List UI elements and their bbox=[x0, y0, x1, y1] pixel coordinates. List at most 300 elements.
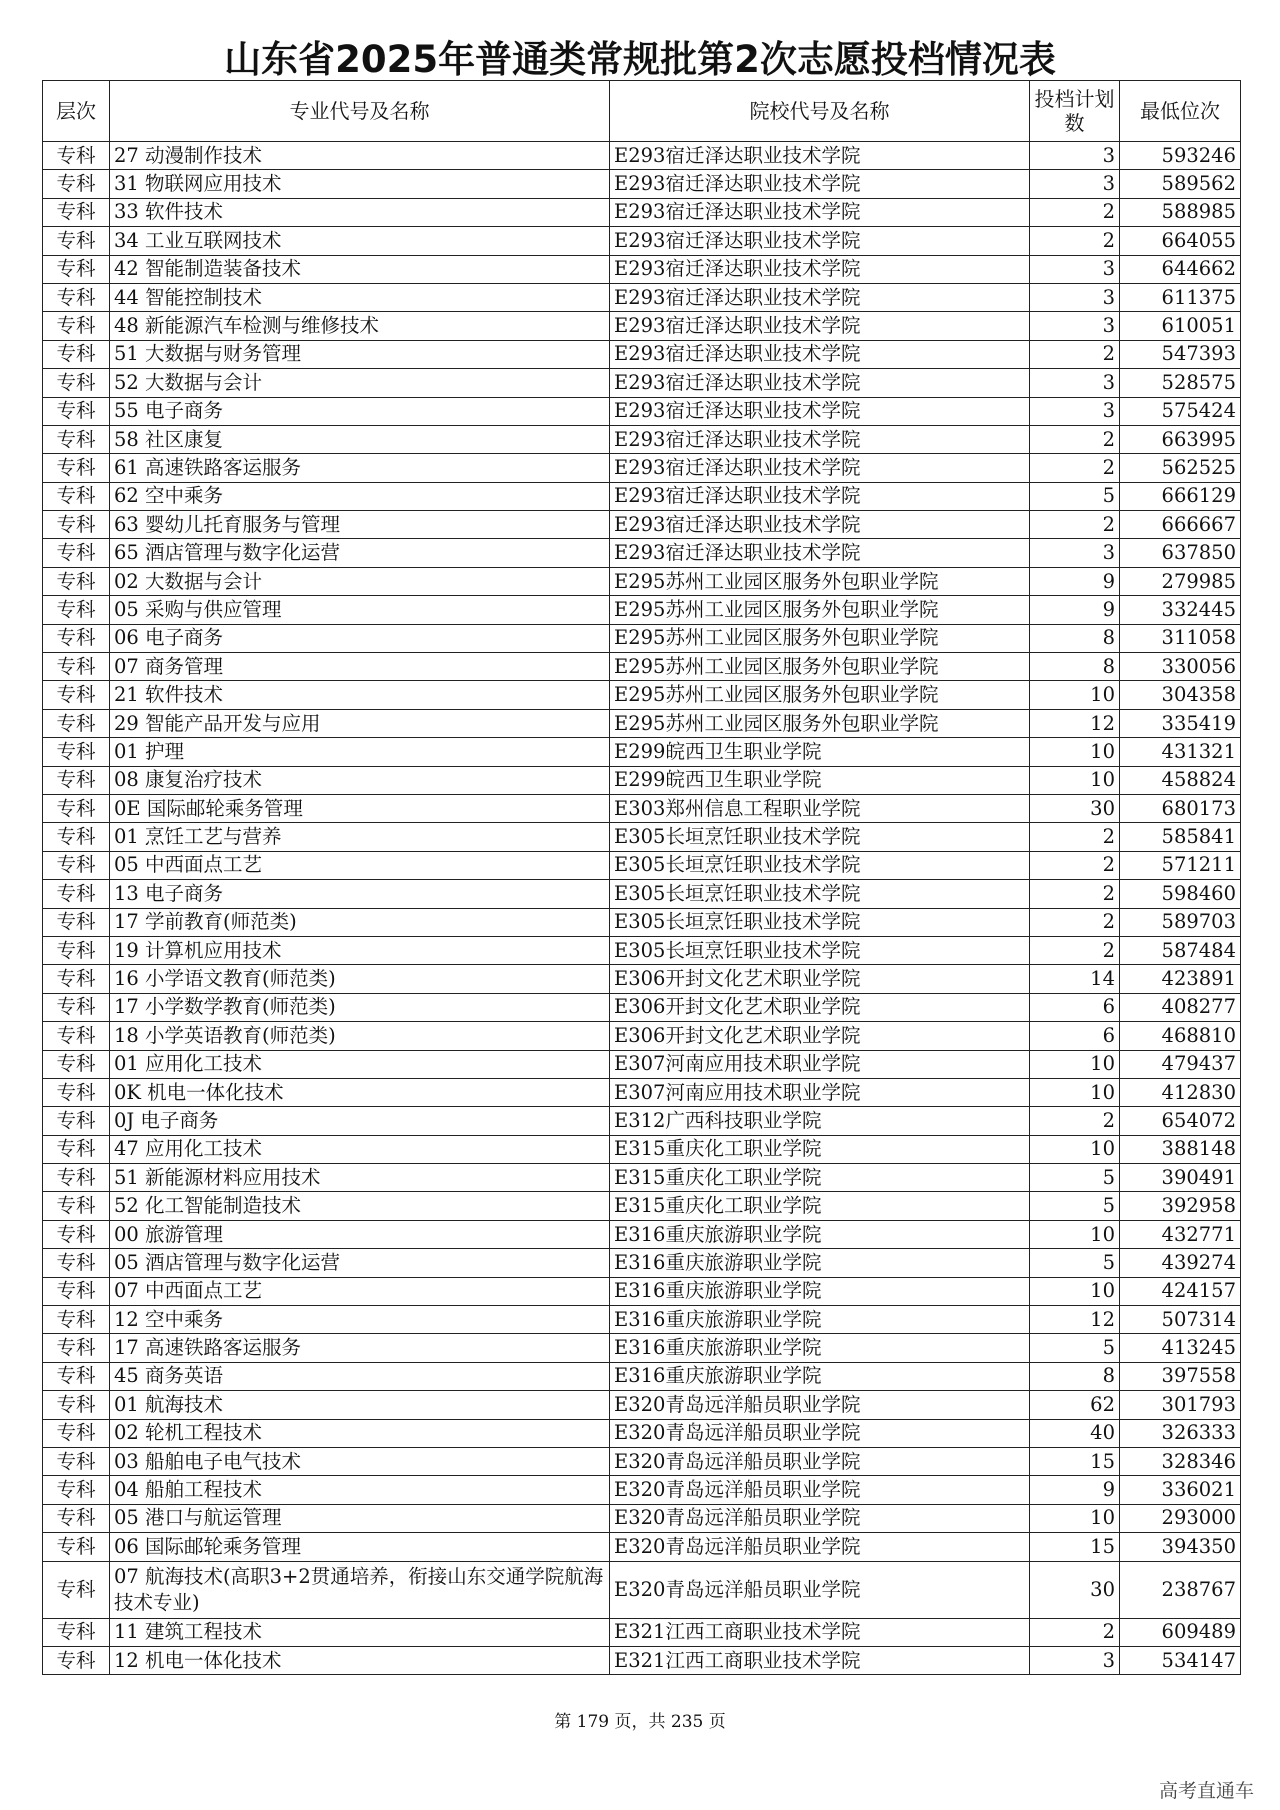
major-cell: 07 中西面点工艺 bbox=[110, 1277, 610, 1305]
level-cell: 专科 bbox=[43, 1249, 110, 1277]
level-cell: 专科 bbox=[43, 1022, 110, 1050]
rank-cell: 238767 bbox=[1120, 1561, 1241, 1618]
rank-cell: 680173 bbox=[1120, 794, 1241, 822]
plan-cell: 10 bbox=[1030, 1504, 1120, 1532]
table-row bbox=[43, 1618, 1241, 1646]
table-row bbox=[43, 596, 1241, 624]
header-plan: 投档计划数 bbox=[1030, 81, 1120, 142]
school-cell: E293宿迁泽达职业技术学院 bbox=[610, 312, 1030, 340]
major-cell: 61 高速铁路客运服务 bbox=[110, 454, 610, 482]
table-row bbox=[43, 766, 1241, 794]
major-cell: 05 港口与航运管理 bbox=[110, 1504, 610, 1532]
level-cell: 专科 bbox=[43, 511, 110, 539]
table-row bbox=[43, 624, 1241, 652]
rank-cell: 394350 bbox=[1120, 1533, 1241, 1561]
plan-cell: 12 bbox=[1030, 709, 1120, 737]
school-cell: E299皖西卫生职业学院 bbox=[610, 766, 1030, 794]
plan-cell: 3 bbox=[1030, 170, 1120, 198]
school-cell: E315重庆化工职业学院 bbox=[610, 1135, 1030, 1163]
rank-cell: 547393 bbox=[1120, 340, 1241, 368]
rank-cell: 468810 bbox=[1120, 1022, 1241, 1050]
major-cell: 33 软件技术 bbox=[110, 198, 610, 226]
school-cell: E320青岛远洋船员职业学院 bbox=[610, 1419, 1030, 1447]
table-row bbox=[43, 1192, 1241, 1220]
level-cell: 专科 bbox=[43, 1618, 110, 1646]
table-row bbox=[43, 1447, 1241, 1475]
table-row bbox=[43, 227, 1241, 255]
table-row bbox=[43, 681, 1241, 709]
level-cell: 专科 bbox=[43, 794, 110, 822]
level-cell: 专科 bbox=[43, 255, 110, 283]
major-cell: 06 电子商务 bbox=[110, 624, 610, 652]
rank-cell: 562525 bbox=[1120, 454, 1241, 482]
school-cell: E320青岛远洋船员职业学院 bbox=[610, 1391, 1030, 1419]
plan-cell: 3 bbox=[1030, 539, 1120, 567]
rank-cell: 575424 bbox=[1120, 397, 1241, 425]
major-cell: 0E 国际邮轮乘务管理 bbox=[110, 794, 610, 822]
table-row bbox=[43, 965, 1241, 993]
table-row bbox=[43, 1476, 1241, 1504]
major-cell: 16 小学语文教育(师范类) bbox=[110, 965, 610, 993]
table-row bbox=[43, 1050, 1241, 1078]
table-row bbox=[43, 1362, 1241, 1390]
plan-cell: 10 bbox=[1030, 1078, 1120, 1106]
major-cell: 05 中西面点工艺 bbox=[110, 851, 610, 879]
school-cell: E295苏州工业园区服务外包职业学院 bbox=[610, 709, 1030, 737]
major-cell: 55 电子商务 bbox=[110, 397, 610, 425]
header-major: 专业代号及名称 bbox=[110, 81, 610, 142]
rank-cell: 654072 bbox=[1120, 1107, 1241, 1135]
plan-cell: 9 bbox=[1030, 596, 1120, 624]
rank-cell: 609489 bbox=[1120, 1618, 1241, 1646]
level-cell: 专科 bbox=[43, 1476, 110, 1504]
level-cell: 专科 bbox=[43, 1419, 110, 1447]
level-cell: 专科 bbox=[43, 851, 110, 879]
plan-cell: 3 bbox=[1030, 1646, 1120, 1674]
rank-cell: 611375 bbox=[1120, 283, 1241, 311]
table-row bbox=[43, 1220, 1241, 1248]
school-cell: E316重庆旅游职业学院 bbox=[610, 1306, 1030, 1334]
major-cell: 01 护理 bbox=[110, 738, 610, 766]
table-row bbox=[43, 936, 1241, 964]
school-cell: E315重庆化工职业学院 bbox=[610, 1164, 1030, 1192]
school-cell: E321江西工商职业技术学院 bbox=[610, 1646, 1030, 1674]
school-cell: E320青岛远洋船员职业学院 bbox=[610, 1561, 1030, 1618]
major-cell: 31 物联网应用技术 bbox=[110, 170, 610, 198]
watermark: 高考直通车 bbox=[1158, 1780, 1254, 1802]
plan-cell: 2 bbox=[1030, 908, 1120, 936]
plan-cell: 5 bbox=[1030, 1164, 1120, 1192]
level-cell: 专科 bbox=[43, 142, 110, 170]
table-row bbox=[43, 539, 1241, 567]
rank-cell: 479437 bbox=[1120, 1050, 1241, 1078]
level-cell: 专科 bbox=[43, 1391, 110, 1419]
school-cell: E293宿迁泽达职业技术学院 bbox=[610, 454, 1030, 482]
rank-cell: 598460 bbox=[1120, 880, 1241, 908]
level-cell: 专科 bbox=[43, 1533, 110, 1561]
level-cell: 专科 bbox=[43, 1050, 110, 1078]
major-cell: 51 大数据与财务管理 bbox=[110, 340, 610, 368]
rank-cell: 666667 bbox=[1120, 511, 1241, 539]
rank-cell: 408277 bbox=[1120, 993, 1241, 1021]
plan-cell: 9 bbox=[1030, 567, 1120, 595]
rank-cell: 663995 bbox=[1120, 425, 1241, 453]
plan-cell: 62 bbox=[1030, 1391, 1120, 1419]
level-cell: 专科 bbox=[43, 908, 110, 936]
major-cell: 58 社区康复 bbox=[110, 425, 610, 453]
level-cell: 专科 bbox=[43, 936, 110, 964]
rank-cell: 311058 bbox=[1120, 624, 1241, 652]
table-row bbox=[43, 482, 1241, 510]
level-cell: 专科 bbox=[43, 681, 110, 709]
major-cell: 01 烹饪工艺与营养 bbox=[110, 823, 610, 851]
level-cell: 专科 bbox=[43, 454, 110, 482]
plan-cell: 5 bbox=[1030, 1192, 1120, 1220]
rank-cell: 589703 bbox=[1120, 908, 1241, 936]
plan-cell: 10 bbox=[1030, 681, 1120, 709]
level-cell: 专科 bbox=[43, 596, 110, 624]
school-cell: E316重庆旅游职业学院 bbox=[610, 1277, 1030, 1305]
school-cell: E303郑州信息工程职业学院 bbox=[610, 794, 1030, 822]
plan-cell: 6 bbox=[1030, 1022, 1120, 1050]
level-cell: 专科 bbox=[43, 170, 110, 198]
plan-cell: 30 bbox=[1030, 1561, 1120, 1618]
level-cell: 专科 bbox=[43, 397, 110, 425]
school-cell: E299皖西卫生职业学院 bbox=[610, 738, 1030, 766]
school-cell: E305长垣烹饪职业技术学院 bbox=[610, 823, 1030, 851]
rank-cell: 588985 bbox=[1120, 198, 1241, 226]
plan-cell: 5 bbox=[1030, 1334, 1120, 1362]
table-row bbox=[43, 312, 1241, 340]
level-cell: 专科 bbox=[43, 1220, 110, 1248]
rank-cell: 335419 bbox=[1120, 709, 1241, 737]
level-cell: 专科 bbox=[43, 1192, 110, 1220]
school-cell: E293宿迁泽达职业技术学院 bbox=[610, 283, 1030, 311]
rank-cell: 392958 bbox=[1120, 1192, 1241, 1220]
rank-cell: 585841 bbox=[1120, 823, 1241, 851]
major-cell: 0J 电子商务 bbox=[110, 1107, 610, 1135]
rank-cell: 664055 bbox=[1120, 227, 1241, 255]
level-cell: 专科 bbox=[43, 340, 110, 368]
plan-cell: 15 bbox=[1030, 1447, 1120, 1475]
table-row bbox=[43, 1277, 1241, 1305]
school-cell: E316重庆旅游职业学院 bbox=[610, 1249, 1030, 1277]
table-row bbox=[43, 794, 1241, 822]
table-row bbox=[43, 170, 1241, 198]
table-row bbox=[43, 1164, 1241, 1192]
table-row bbox=[43, 567, 1241, 595]
plan-cell: 2 bbox=[1030, 198, 1120, 226]
school-cell: E305长垣烹饪职业技术学院 bbox=[610, 908, 1030, 936]
header-level: 层次 bbox=[43, 81, 110, 142]
table-header-row bbox=[43, 81, 1241, 142]
table-row bbox=[43, 1022, 1241, 1050]
major-cell: 42 智能制造装备技术 bbox=[110, 255, 610, 283]
plan-cell: 3 bbox=[1030, 369, 1120, 397]
rank-cell: 390491 bbox=[1120, 1164, 1241, 1192]
major-cell: 52 化工智能制造技术 bbox=[110, 1192, 610, 1220]
plan-cell: 10 bbox=[1030, 766, 1120, 794]
major-cell: 03 船舶电子电气技术 bbox=[110, 1447, 610, 1475]
major-cell: 18 小学英语教育(师范类) bbox=[110, 1022, 610, 1050]
plan-cell: 30 bbox=[1030, 794, 1120, 822]
level-cell: 专科 bbox=[43, 567, 110, 595]
plan-cell: 40 bbox=[1030, 1419, 1120, 1447]
level-cell: 专科 bbox=[43, 1561, 110, 1618]
plan-cell: 10 bbox=[1030, 1277, 1120, 1305]
plan-cell: 10 bbox=[1030, 1135, 1120, 1163]
level-cell: 专科 bbox=[43, 482, 110, 510]
level-cell: 专科 bbox=[43, 1078, 110, 1106]
rank-cell: 388148 bbox=[1120, 1135, 1241, 1163]
school-cell: E293宿迁泽达职业技术学院 bbox=[610, 482, 1030, 510]
school-cell: E307河南应用技术职业学院 bbox=[610, 1050, 1030, 1078]
level-cell: 专科 bbox=[43, 653, 110, 681]
rank-cell: 589562 bbox=[1120, 170, 1241, 198]
school-cell: E312广西科技职业学院 bbox=[610, 1107, 1030, 1135]
table-row bbox=[43, 1135, 1241, 1163]
level-cell: 专科 bbox=[43, 1362, 110, 1390]
major-cell: 01 航海技术 bbox=[110, 1391, 610, 1419]
major-cell: 17 高速铁路客运服务 bbox=[110, 1334, 610, 1362]
school-cell: E293宿迁泽达职业技术学院 bbox=[610, 539, 1030, 567]
school-cell: E316重庆旅游职业学院 bbox=[610, 1220, 1030, 1248]
rank-cell: 610051 bbox=[1120, 312, 1241, 340]
level-cell: 专科 bbox=[43, 965, 110, 993]
plan-cell: 2 bbox=[1030, 823, 1120, 851]
table-row bbox=[43, 1391, 1241, 1419]
header-rank: 最低位次 bbox=[1120, 81, 1241, 142]
plan-cell: 5 bbox=[1030, 482, 1120, 510]
table-row bbox=[43, 1646, 1241, 1674]
rank-cell: 432771 bbox=[1120, 1220, 1241, 1248]
major-cell: 17 小学数学教育(师范类) bbox=[110, 993, 610, 1021]
rank-cell: 431321 bbox=[1120, 738, 1241, 766]
major-cell: 51 新能源材料应用技术 bbox=[110, 1164, 610, 1192]
table-row bbox=[43, 454, 1241, 482]
rank-cell: 666129 bbox=[1120, 482, 1241, 510]
table-row bbox=[43, 511, 1241, 539]
rank-cell: 571211 bbox=[1120, 851, 1241, 879]
major-cell: 13 电子商务 bbox=[110, 880, 610, 908]
level-cell: 专科 bbox=[43, 1504, 110, 1532]
rank-cell: 423891 bbox=[1120, 965, 1241, 993]
table-row bbox=[43, 198, 1241, 226]
rank-cell: 587484 bbox=[1120, 936, 1241, 964]
major-cell: 05 酒店管理与数字化运营 bbox=[110, 1249, 610, 1277]
rank-cell: 332445 bbox=[1120, 596, 1241, 624]
school-cell: E321江西工商职业技术学院 bbox=[610, 1618, 1030, 1646]
plan-cell: 8 bbox=[1030, 653, 1120, 681]
major-cell: 02 大数据与会计 bbox=[110, 567, 610, 595]
level-cell: 专科 bbox=[43, 1164, 110, 1192]
admission-table bbox=[42, 80, 1241, 1675]
school-cell: E295苏州工业园区服务外包职业学院 bbox=[610, 624, 1030, 652]
table-row bbox=[43, 653, 1241, 681]
level-cell: 专科 bbox=[43, 1447, 110, 1475]
table-row bbox=[43, 1334, 1241, 1362]
level-cell: 专科 bbox=[43, 369, 110, 397]
table-row bbox=[43, 142, 1241, 170]
school-cell: E306开封文化艺术职业学院 bbox=[610, 993, 1030, 1021]
rank-cell: 507314 bbox=[1120, 1306, 1241, 1334]
rank-cell: 424157 bbox=[1120, 1277, 1241, 1305]
major-cell: 04 船舶工程技术 bbox=[110, 1476, 610, 1504]
major-cell: 08 康复治疗技术 bbox=[110, 766, 610, 794]
school-cell: E305长垣烹饪职业技术学院 bbox=[610, 880, 1030, 908]
rank-cell: 413245 bbox=[1120, 1334, 1241, 1362]
major-cell: 62 空中乘务 bbox=[110, 482, 610, 510]
rank-cell: 593246 bbox=[1120, 142, 1241, 170]
table-row bbox=[43, 1306, 1241, 1334]
table-row bbox=[43, 1561, 1241, 1618]
rank-cell: 412830 bbox=[1120, 1078, 1241, 1106]
rank-cell: 328346 bbox=[1120, 1447, 1241, 1475]
major-cell: 63 婴幼儿托育服务与管理 bbox=[110, 511, 610, 539]
plan-cell: 2 bbox=[1030, 851, 1120, 879]
rank-cell: 301793 bbox=[1120, 1391, 1241, 1419]
plan-cell: 2 bbox=[1030, 454, 1120, 482]
plan-cell: 9 bbox=[1030, 1476, 1120, 1504]
level-cell: 专科 bbox=[43, 425, 110, 453]
plan-cell: 2 bbox=[1030, 227, 1120, 255]
rank-cell: 293000 bbox=[1120, 1504, 1241, 1532]
level-cell: 专科 bbox=[43, 624, 110, 652]
level-cell: 专科 bbox=[43, 539, 110, 567]
school-cell: E306开封文化艺术职业学院 bbox=[610, 965, 1030, 993]
table-row bbox=[43, 283, 1241, 311]
rank-cell: 336021 bbox=[1120, 1476, 1241, 1504]
table-row bbox=[43, 425, 1241, 453]
level-cell: 专科 bbox=[43, 766, 110, 794]
plan-cell: 3 bbox=[1030, 255, 1120, 283]
major-cell: 05 采购与供应管理 bbox=[110, 596, 610, 624]
major-cell: 21 软件技术 bbox=[110, 681, 610, 709]
school-cell: E320青岛远洋船员职业学院 bbox=[610, 1533, 1030, 1561]
table-row bbox=[43, 255, 1241, 283]
school-cell: E320青岛远洋船员职业学院 bbox=[610, 1504, 1030, 1532]
rank-cell: 637850 bbox=[1120, 539, 1241, 567]
major-cell: 0K 机电一体化技术 bbox=[110, 1078, 610, 1106]
major-cell: 44 智能控制技术 bbox=[110, 283, 610, 311]
school-cell: E293宿迁泽达职业技术学院 bbox=[610, 511, 1030, 539]
major-cell: 00 旅游管理 bbox=[110, 1220, 610, 1248]
rank-cell: 279985 bbox=[1120, 567, 1241, 595]
school-cell: E293宿迁泽达职业技术学院 bbox=[610, 255, 1030, 283]
major-cell: 11 建筑工程技术 bbox=[110, 1618, 610, 1646]
school-cell: E293宿迁泽达职业技术学院 bbox=[610, 227, 1030, 255]
plan-cell: 3 bbox=[1030, 142, 1120, 170]
school-cell: E293宿迁泽达职业技术学院 bbox=[610, 198, 1030, 226]
table-row bbox=[43, 340, 1241, 368]
school-cell: E295苏州工业园区服务外包职业学院 bbox=[610, 653, 1030, 681]
school-cell: E307河南应用技术职业学院 bbox=[610, 1078, 1030, 1106]
level-cell: 专科 bbox=[43, 1135, 110, 1163]
plan-cell: 10 bbox=[1030, 1220, 1120, 1248]
major-cell: 12 机电一体化技术 bbox=[110, 1646, 610, 1674]
major-cell: 48 新能源汽车检测与维修技术 bbox=[110, 312, 610, 340]
major-cell: 19 计算机应用技术 bbox=[110, 936, 610, 964]
school-cell: E295苏州工业园区服务外包职业学院 bbox=[610, 596, 1030, 624]
school-cell: E320青岛远洋船员职业学院 bbox=[610, 1447, 1030, 1475]
level-cell: 专科 bbox=[43, 1277, 110, 1305]
rank-cell: 330056 bbox=[1120, 653, 1241, 681]
rank-cell: 397558 bbox=[1120, 1362, 1241, 1390]
level-cell: 专科 bbox=[43, 227, 110, 255]
plan-cell: 2 bbox=[1030, 340, 1120, 368]
level-cell: 专科 bbox=[43, 283, 110, 311]
table-row bbox=[43, 1107, 1241, 1135]
plan-cell: 8 bbox=[1030, 624, 1120, 652]
table-row bbox=[43, 709, 1241, 737]
school-cell: E316重庆旅游职业学院 bbox=[610, 1334, 1030, 1362]
school-cell: E320青岛远洋船员职业学院 bbox=[610, 1476, 1030, 1504]
table-row bbox=[43, 369, 1241, 397]
major-cell: 06 国际邮轮乘务管理 bbox=[110, 1533, 610, 1561]
plan-cell: 2 bbox=[1030, 511, 1120, 539]
plan-cell: 2 bbox=[1030, 880, 1120, 908]
major-cell: 07 航海技术(高职3+2贯通培养，衔接山东交通学院航海技术专业) bbox=[110, 1561, 610, 1618]
plan-cell: 12 bbox=[1030, 1306, 1120, 1334]
table-row bbox=[43, 738, 1241, 766]
school-cell: E293宿迁泽达职业技术学院 bbox=[610, 425, 1030, 453]
plan-cell: 3 bbox=[1030, 312, 1120, 340]
level-cell: 专科 bbox=[43, 993, 110, 1021]
plan-cell: 14 bbox=[1030, 965, 1120, 993]
table-row bbox=[43, 880, 1241, 908]
plan-cell: 5 bbox=[1030, 1249, 1120, 1277]
plan-cell: 2 bbox=[1030, 1107, 1120, 1135]
level-cell: 专科 bbox=[43, 1646, 110, 1674]
plan-cell: 2 bbox=[1030, 936, 1120, 964]
school-cell: E293宿迁泽达职业技术学院 bbox=[610, 142, 1030, 170]
school-cell: E316重庆旅游职业学院 bbox=[610, 1362, 1030, 1390]
school-cell: E295苏州工业园区服务外包职业学院 bbox=[610, 567, 1030, 595]
level-cell: 专科 bbox=[43, 880, 110, 908]
school-cell: E306开封文化艺术职业学院 bbox=[610, 1022, 1030, 1050]
major-cell: 29 智能产品开发与应用 bbox=[110, 709, 610, 737]
page-footer: 第 179 页，共 235 页 bbox=[554, 1712, 726, 1732]
plan-cell: 3 bbox=[1030, 397, 1120, 425]
school-cell: E305长垣烹饪职业技术学院 bbox=[610, 851, 1030, 879]
school-cell: E295苏州工业园区服务外包职业学院 bbox=[610, 681, 1030, 709]
header-school: 院校代号及名称 bbox=[610, 81, 1030, 142]
table-row bbox=[43, 1533, 1241, 1561]
table-row bbox=[43, 993, 1241, 1021]
plan-cell: 15 bbox=[1030, 1533, 1120, 1561]
table-body bbox=[43, 142, 1241, 1675]
table-row bbox=[43, 1419, 1241, 1447]
level-cell: 专科 bbox=[43, 312, 110, 340]
plan-cell: 2 bbox=[1030, 425, 1120, 453]
major-cell: 17 学前教育(师范类) bbox=[110, 908, 610, 936]
major-cell: 07 商务管理 bbox=[110, 653, 610, 681]
plan-cell: 6 bbox=[1030, 993, 1120, 1021]
level-cell: 专科 bbox=[43, 823, 110, 851]
rank-cell: 644662 bbox=[1120, 255, 1241, 283]
rank-cell: 458824 bbox=[1120, 766, 1241, 794]
plan-cell: 3 bbox=[1030, 283, 1120, 311]
table-row bbox=[43, 851, 1241, 879]
rank-cell: 528575 bbox=[1120, 369, 1241, 397]
table-row bbox=[43, 1249, 1241, 1277]
rank-cell: 326333 bbox=[1120, 1419, 1241, 1447]
school-cell: E293宿迁泽达职业技术学院 bbox=[610, 369, 1030, 397]
major-cell: 34 工业互联网技术 bbox=[110, 227, 610, 255]
major-cell: 52 大数据与会计 bbox=[110, 369, 610, 397]
plan-cell: 10 bbox=[1030, 1050, 1120, 1078]
rank-cell: 304358 bbox=[1120, 681, 1241, 709]
